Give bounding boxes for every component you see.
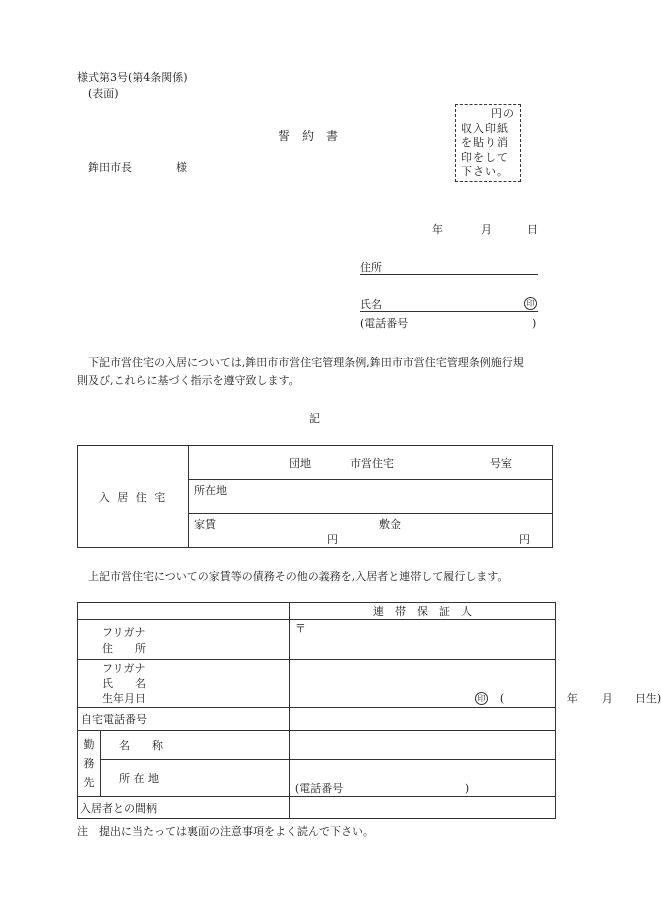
work-char: 勤 bbox=[83, 738, 95, 751]
rent-cell bbox=[189, 514, 553, 548]
stamp-line: 印をして bbox=[461, 150, 509, 164]
work-name-cell bbox=[289, 731, 555, 760]
address-cell bbox=[289, 620, 555, 660]
header-blank bbox=[78, 603, 290, 620]
phone-close: ) bbox=[532, 317, 537, 330]
location-label: 所在地 bbox=[194, 484, 227, 497]
workplace-label bbox=[78, 731, 101, 797]
work-location-label: 所 在 地 bbox=[101, 760, 290, 797]
danchi-label: 団地 bbox=[289, 457, 311, 470]
relation-cell bbox=[289, 797, 555, 819]
stamp-line: 円の bbox=[491, 107, 515, 120]
guarantor-header: 連 帯 保 証 人 bbox=[289, 603, 555, 620]
name-line bbox=[360, 311, 538, 312]
room-label: 号室 bbox=[490, 457, 512, 470]
side-label: (表面) bbox=[88, 87, 119, 100]
home-phone-cell bbox=[289, 708, 555, 731]
rent-yen: 円 bbox=[327, 533, 338, 546]
document-title: 誓 約 書 bbox=[278, 129, 339, 143]
birth-month: 月 bbox=[601, 692, 613, 705]
furigana-label: フリガナ bbox=[102, 626, 146, 639]
deposit-yen: 円 bbox=[519, 533, 530, 546]
guarantor-table bbox=[77, 602, 661, 819]
work-phone-close: ) bbox=[464, 782, 470, 795]
seal-mark bbox=[524, 297, 537, 310]
address-label-cell bbox=[78, 620, 290, 660]
location-cell bbox=[189, 480, 553, 514]
phone-open: (電話番号 bbox=[360, 317, 409, 330]
ki-label: 記 bbox=[309, 412, 320, 425]
seal-icon: 印 bbox=[524, 297, 537, 310]
address-label: 住所 bbox=[360, 261, 382, 274]
pledge-line-2: 則及び,これらに基づく指示を遵守致します。 bbox=[77, 374, 300, 387]
furigana-label: フリガナ bbox=[102, 662, 146, 675]
relation-label: 入居者との間柄 bbox=[78, 797, 290, 819]
stamp-line: 収入印紙 bbox=[461, 121, 509, 135]
birth-day: 日生) bbox=[634, 692, 661, 705]
date-month: 月 bbox=[481, 223, 492, 236]
stamp-line: 下さい。 bbox=[461, 165, 509, 178]
seal-mark bbox=[475, 692, 488, 705]
home-phone-label: 自宅電話番号 bbox=[78, 708, 290, 731]
deposit-label: 敷金 bbox=[379, 518, 401, 531]
shiei-label: 市営住宅 bbox=[350, 457, 394, 470]
addressee: 鉾田市長 様 bbox=[88, 161, 187, 174]
work-name-label: 名 称 bbox=[101, 731, 290, 760]
pledge-line-1: 下記市営住宅の入居については,鉾田市市営住宅管理条例,鉾田市市営住宅管理条例施行規 bbox=[88, 356, 524, 369]
residence-name-cell bbox=[189, 446, 553, 480]
name-label-cell bbox=[78, 660, 290, 708]
guarantee-sentence: 上記市営住宅についての家賃等の債務その他の義務を,入居者と連帯して履行します。 bbox=[88, 570, 509, 583]
address-label: 住 所 bbox=[102, 642, 146, 655]
date-day: 日 bbox=[527, 223, 538, 236]
birth-year: 年 bbox=[566, 692, 578, 705]
rent-label: 家賃 bbox=[194, 518, 216, 531]
residence-label: 入 居 住 宅 bbox=[78, 446, 189, 548]
footnote: 注 提出に当たっては裏面の注意事項をよく読んで下さい。 bbox=[77, 825, 374, 838]
address-line bbox=[360, 274, 538, 275]
seal-icon: 印 bbox=[475, 692, 488, 705]
work-char: 務 bbox=[83, 757, 95, 770]
form-number: 様式第3号(第4条関係) bbox=[77, 71, 188, 84]
work-phone-open: (電話番号 bbox=[294, 782, 344, 795]
name-birth-cell bbox=[289, 660, 661, 708]
revenue-stamp-box bbox=[455, 104, 521, 182]
stamp-line: を貼り消 bbox=[461, 136, 509, 149]
date-year: 年 bbox=[432, 223, 443, 236]
birth-label: 生年月日 bbox=[102, 692, 146, 705]
name-label: 氏名 bbox=[360, 298, 382, 311]
residence-table bbox=[77, 445, 553, 548]
birth-paren: ( bbox=[499, 692, 505, 705]
postal-mark: 〒 bbox=[294, 622, 306, 635]
name-label: 氏 名 bbox=[102, 677, 146, 690]
work-location-cell bbox=[289, 760, 555, 797]
work-char: 先 bbox=[83, 776, 95, 789]
